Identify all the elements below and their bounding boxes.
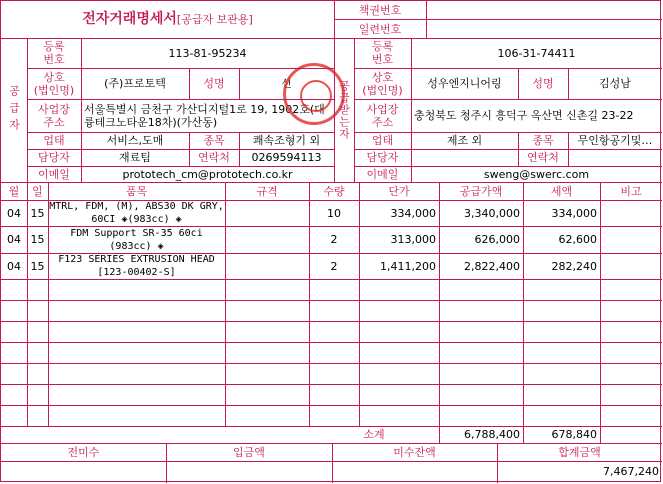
row1-day: 15 [30, 233, 45, 246]
buyer-rep: 김성남 [599, 77, 631, 90]
grid-line [166, 443, 167, 483]
buyer-biz-label: 업태 [371, 134, 394, 147]
balance-value [332, 461, 497, 481]
grid-line [354, 38, 355, 182]
grid-line [1, 226, 662, 227]
buyer-name-label: 상호 (법인명) [362, 70, 403, 97]
row1-month: 04 [7, 233, 21, 246]
row1-unit-price: 313,000 [390, 233, 436, 246]
grid-line [523, 182, 524, 443]
row2-note [600, 253, 662, 279]
buyer-contact [568, 149, 662, 166]
grid-line [27, 166, 334, 167]
grid-line [48, 182, 49, 426]
row0-spec [225, 200, 309, 226]
row1-supply: 626,000 [474, 233, 520, 246]
supplier-biz-label: 업태 [43, 134, 65, 147]
grid-line [359, 182, 360, 426]
grid-line [354, 166, 662, 167]
buyer-reg-label: 등록 번호 [371, 40, 394, 66]
paid-label: 입금액 [233, 445, 265, 459]
grid-line [354, 99, 662, 100]
grid-line [27, 132, 334, 133]
buyer-rep-label: 성명 [532, 77, 554, 90]
grid-line [354, 149, 662, 150]
row2-day: 15 [30, 259, 45, 273]
grid-line [1, 200, 662, 201]
grid-line [600, 182, 601, 443]
col-header-qty: 수량 [323, 184, 345, 198]
col-header-item: 품목 [125, 184, 148, 198]
row0-supply: 3,340,000 [464, 206, 520, 220]
row0-qty: 10 [327, 206, 341, 220]
buyer-email: sweng@swerc.com [483, 167, 590, 181]
serial-no-label: 일련번호 [358, 22, 402, 36]
buyer-name: 성우엔지니어링 [427, 77, 502, 90]
supplier-manager-label: 담당자 [38, 151, 70, 164]
serial-no-value [426, 20, 662, 38]
grid-line [439, 182, 440, 443]
row2-month: 04 [7, 259, 21, 273]
col-header-tax: 세액 [550, 184, 573, 198]
supplier-side-label: 공급자 [7, 84, 21, 136]
book-no-value [426, 1, 662, 20]
row2-qty: 2 [330, 259, 338, 273]
grid-line [1, 182, 662, 183]
col-header-month: 월 [8, 184, 20, 198]
grid-line [27, 182, 28, 426]
unpaid-label: 전미수 [67, 445, 100, 459]
grid-line [309, 182, 310, 426]
grid-line [27, 99, 334, 100]
buyer-biz: 제조 외 [446, 134, 483, 147]
grid-line [1, 38, 662, 39]
buyer-item: 무인항공기및… [577, 134, 653, 147]
total-label: 합계금액 [558, 445, 601, 459]
supplier-name: (주)프로토텍 [104, 77, 166, 90]
col-header-note: 비고 [620, 184, 642, 198]
buyer-contact-label: 연락처 [527, 151, 559, 164]
supplier-item-label: 종목 [203, 134, 225, 147]
row0-month: 04 [7, 206, 21, 220]
subtotal-label: 소계 [363, 428, 385, 441]
row2-spec [225, 253, 309, 279]
buyer-manager [411, 149, 518, 166]
grid-line [27, 68, 334, 69]
row0-day: 15 [30, 206, 45, 220]
grid-line [189, 68, 190, 99]
grid-line [426, 1, 427, 38]
row1-qty: 2 [330, 233, 338, 246]
unpaid-value [1, 461, 166, 481]
grid-line [27, 149, 334, 150]
balance-label: 미수잔액 [393, 445, 436, 459]
supplier-email: prototech_cm@prototech.co.kr [122, 167, 293, 181]
buyer-addr: 충청북도 청주시 흥덕구 옥산면 신촌길 23-22 [414, 109, 634, 122]
grid-line [1, 426, 662, 427]
book-no-label: 책권번호 [358, 4, 402, 17]
row1-item: FDM Support SR-35 60ci (983cc) ◈ [70, 227, 203, 252]
row2-unit-price: 1,411,200 [380, 259, 436, 273]
supplier-contact-label: 연락처 [198, 151, 230, 164]
grid-line [81, 38, 82, 182]
supplier-contact: 0269594113 [251, 151, 322, 164]
buyer-reg-no: 106-31-74411 [497, 46, 576, 60]
buyer-side-label: 공급받는자 [337, 80, 351, 140]
subtotal-supply: 6,788,400 [464, 428, 520, 441]
grid-line [354, 68, 662, 69]
col-header-day: 일 [32, 184, 43, 198]
supplier-email-label: 이메일 [38, 167, 70, 181]
grid-line [239, 68, 240, 99]
supplier-item: 쾌속조형기 외 [252, 134, 321, 147]
grid-line [27, 38, 28, 182]
row0-tax: 334,000 [551, 206, 597, 220]
total-value: 7,467,240 [603, 464, 659, 478]
col-header-unit-price: 단가 [388, 184, 410, 198]
subtotal-tax: 678,840 [551, 428, 597, 441]
grid-line [568, 68, 569, 99]
col-header-spec: 규격 [256, 184, 278, 198]
row2-supply: 2,822,400 [464, 259, 520, 273]
grid-line [1, 384, 662, 385]
buyer-manager-label: 담당자 [366, 151, 399, 164]
grid-line [1, 300, 662, 301]
title-text: 전자거래명세서 [82, 11, 177, 27]
row1-note [600, 226, 662, 253]
grid-line [1, 321, 662, 322]
buyer-item-label: 종목 [532, 134, 554, 147]
grid-line [332, 443, 333, 483]
row1-tax: 62,600 [558, 233, 597, 246]
grid-line [354, 132, 662, 133]
row0-unit-price: 334,000 [390, 206, 436, 220]
buyer-addr-label: 사업장 주소 [366, 102, 399, 129]
grid-line [497, 443, 498, 483]
grid-line [1, 363, 662, 364]
supplier-reg-no: 113-81-95234 [168, 46, 247, 60]
row2-tax: 282,240 [551, 259, 597, 273]
row1-spec [225, 226, 309, 253]
supplier-addr: 서울특별시 금천구 가산디지털1로 19, 1902호(대륭테크노타운18차)(가산동) [84, 102, 325, 129]
grid-line [1, 253, 662, 254]
supplier-name-label: 상호 (법인명) [33, 70, 75, 97]
grid-line [518, 68, 519, 99]
row0-note [600, 200, 662, 226]
grid-line [334, 19, 662, 20]
document-title [1, 1, 334, 38]
supplier-rep-label: 성명 [203, 77, 225, 90]
grid-line [1, 405, 662, 406]
supplier-manager: 재료팀 [119, 151, 151, 164]
supplier-rep: 신 [281, 77, 292, 90]
grid-line [1, 279, 662, 280]
row0-item: MTRL, FDM, (M), ABS30 DK GRY, 60CI ◈(983cc) ◈ [49, 201, 224, 225]
paid-value [166, 461, 332, 481]
grid-line [411, 38, 412, 182]
buyer-email-label: 이메일 [366, 167, 399, 181]
title-sub: [공급자 보관용] [176, 13, 253, 26]
supplier-addr-label: 사업장 주소 [38, 102, 70, 129]
row2-item: F123 SERIES EXTRUSION HEAD [123-00402-S] [58, 254, 215, 278]
supplier-reg-label: 등록 번호 [43, 40, 65, 66]
col-header-supply: 공급가액 [459, 184, 503, 198]
grid-line [1, 342, 662, 343]
grid-line [225, 182, 226, 426]
grid-line [334, 1, 335, 182]
supplier-biz: 서비스,도매 [106, 134, 164, 147]
